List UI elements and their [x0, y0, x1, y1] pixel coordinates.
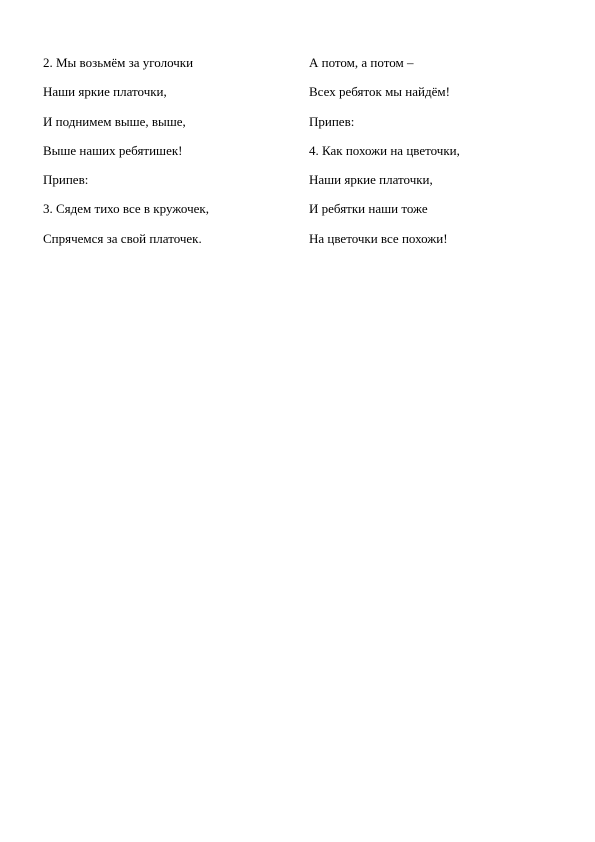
- chorus-label: Припев:: [309, 113, 355, 129]
- verse-line: Выше наших ребятишек!: [43, 142, 183, 158]
- verse-line: И ребятки наши тоже: [309, 201, 428, 217]
- verse-line: Спрячемся за свой платочек.: [43, 230, 202, 246]
- verse-line: И поднимем выше, выше,: [43, 113, 186, 129]
- verse-line: На цветочки все похожи!: [309, 230, 448, 246]
- verse-line: 4. Как похожи на цветочки,: [309, 142, 460, 158]
- verse-line: Всех ребяток мы найдём!: [309, 84, 450, 100]
- verse-line: А потом, а потом –: [309, 55, 414, 70]
- left-text-column: [43, 55, 293, 260]
- verse-line: 3. Сядем тихо все в кружочек,: [43, 201, 209, 217]
- verse-line: 2. Мы возьмём за уголочки: [43, 55, 194, 70]
- verse-line: Наши яркие платочки,: [309, 172, 433, 188]
- right-text-column: [309, 55, 559, 260]
- verse-line: Наши яркие платочки,: [43, 84, 167, 100]
- chorus-label: Припев:: [43, 172, 89, 188]
